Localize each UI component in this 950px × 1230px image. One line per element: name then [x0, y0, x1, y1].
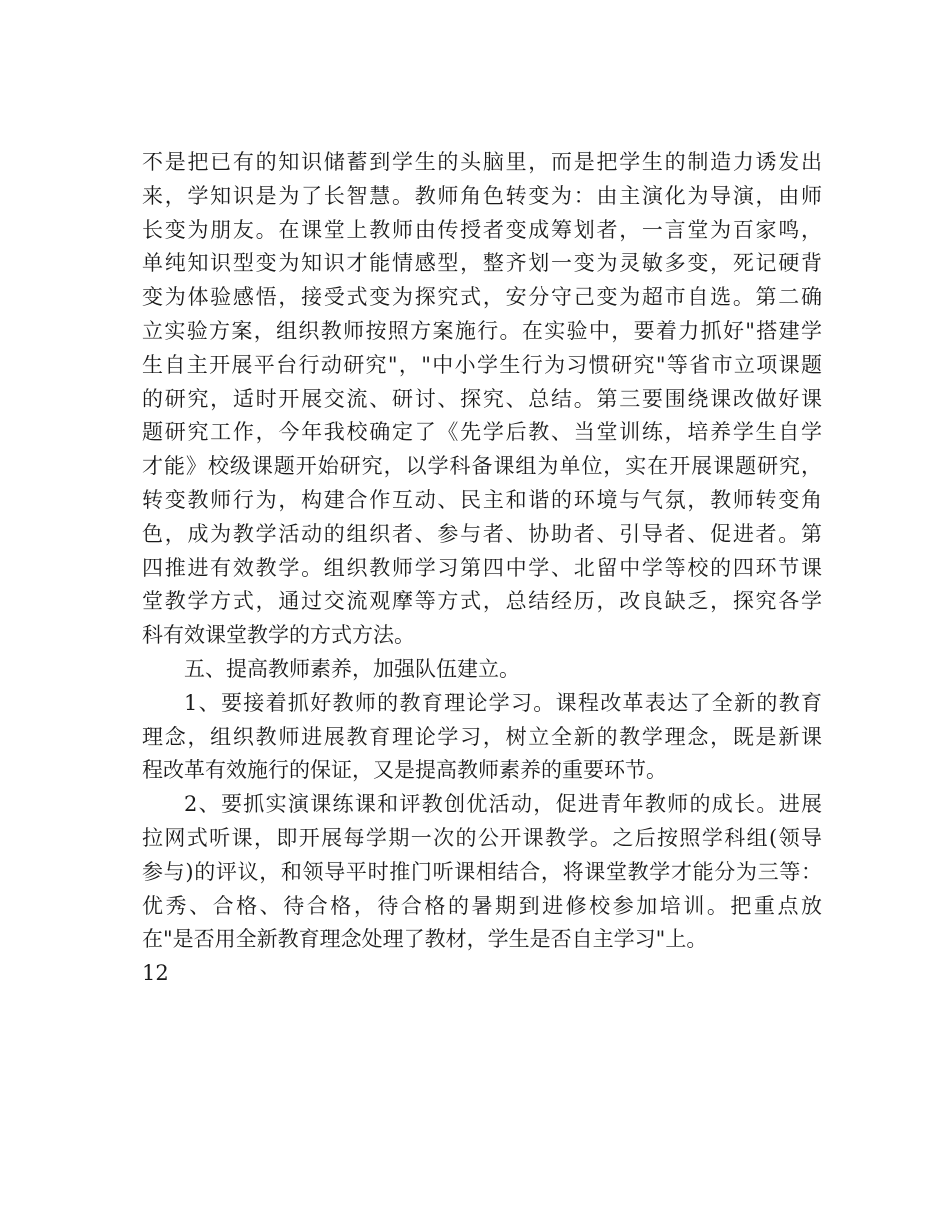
text-line: 在"是否用全新教育理念处理了教材，学生是否自主学习"上。 — [142, 927, 708, 952]
paragraph-item-2 — [142, 788, 822, 957]
page-number: 12 — [142, 961, 169, 986]
text-line: 1、要接着抓好教师的教育理论学习。课程改革表达了全新的教育 — [184, 690, 822, 715]
paragraph-item-1 — [142, 687, 822, 788]
document-body — [142, 146, 822, 991]
text-line: 转变教师行为，构建合作互动、民主和谐的环境与气氛，教师转变角 — [142, 487, 822, 512]
text-line: 变为体验感悟，接受式变为探究式，安分守己变为超市自选。第二确 — [142, 285, 822, 310]
paragraph-curriculum-reform — [142, 146, 822, 653]
text-line: 题研究工作，今年我校确定了《先学后教、当堂训练，培养学生自学 — [142, 420, 822, 445]
text-line: 长变为朋友。在课堂上教师由传授者变成筹划者，一言堂为百家鸣， — [142, 217, 822, 242]
text-line: 四推进有效教学。组织教师学习第四中学、北留中学等校的四环节课 — [142, 555, 822, 580]
text-line: 色，成为教学活动的组织者、参与者、协助者、引导者、促进者。第 — [142, 521, 822, 546]
text-line: 生自主开展平台行动研究"，"中小学生行为习惯研究"等省市立项课题 — [142, 352, 822, 377]
text-line: 理念，组织教师进展教育理论学习，树立全新的教学理念，既是新课 — [142, 724, 822, 749]
text-line: 堂教学方式，通过交流观摩等方式，总结经历，改良缺乏，探究各学 — [142, 589, 822, 614]
text-line: 科有效课堂教学的方式方法。 — [142, 623, 415, 648]
section-heading-five: 五、提高教师素养，加强队伍建立。 — [184, 656, 520, 681]
text-line: 优秀、合格、待合格，待合格的暑期到进修校参加培训。把重点放 — [142, 893, 822, 918]
text-line: 才能》校级课题开始研究，以学科备课组为单位，实在开展课题研究， — [142, 454, 822, 479]
text-line: 立实验方案，组织教师按照方案施行。在实验中，要着力抓好"搭建学 — [142, 318, 822, 343]
text-line: 拉网式听课，即开展每学期一次的公开课教学。之后按照学科组(领导 — [142, 825, 822, 850]
text-line: 参与)的评议，和领导平时推门听课相结合，将课堂教学才能分为三等： — [142, 859, 822, 884]
text-line: 来，学知识是为了长智慧。教师角色转变为：由主演化为导演，由师 — [142, 183, 822, 208]
text-line: 程改革有效施行的保证，又是提高教师素养的重要环节。 — [142, 758, 667, 783]
text-line: 不是把已有的知识储蓄到学生的头脑里，而是把学生的制造力诱发出 — [142, 150, 822, 174]
text-line: 2、要抓实演课练课和评教创优活动，促进青年教师的成长。进展 — [184, 792, 822, 817]
text-line: 的研究，适时开展交流、研讨、探究、总结。第三要围绕课改做好课 — [142, 386, 822, 411]
text-line: 单纯知识型变为知识才能情感型，整齐划一变为灵敏多变，死记硬背 — [142, 251, 822, 276]
